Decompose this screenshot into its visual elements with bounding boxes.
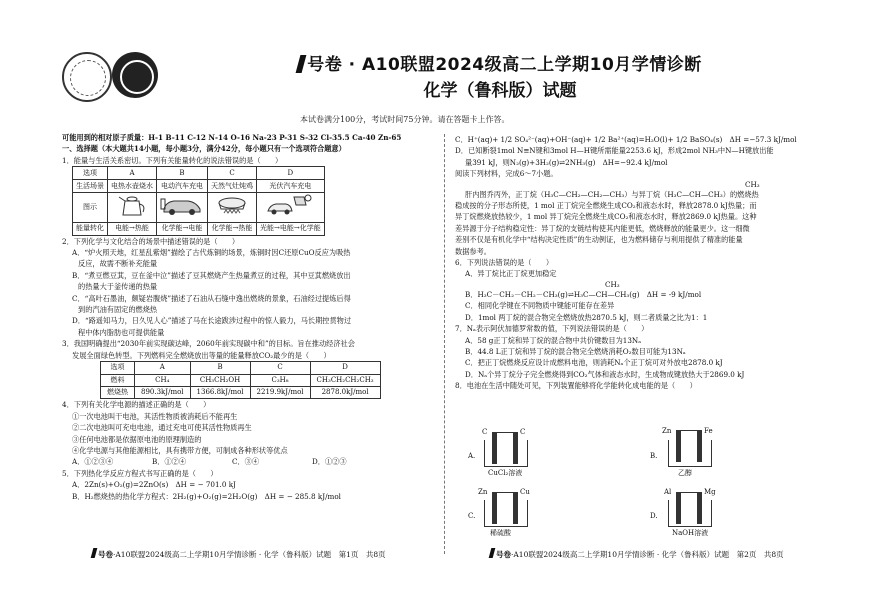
passage-line-6: 数据参考。 [455, 246, 491, 256]
table-row [73, 222, 325, 235]
q7-option-a: A．58 g正丁烷和异丁烷的混合物中共价键数目为13Nₐ [465, 335, 641, 345]
table-cell: C [250, 362, 310, 374]
table-cell: CH₃CH₂OH [190, 374, 250, 386]
solution-label: NaOH溶液 [672, 529, 709, 537]
table-cell: 燃烧热 [101, 386, 135, 398]
electrode-label: Fe [704, 427, 713, 435]
branch-label: CH₃ [745, 179, 760, 189]
footer-brand: 号卷 [496, 550, 511, 559]
table-cell: 电能→热能 [108, 222, 157, 235]
q2-option-d: D．“路遥知马力，日久见人心”描述了马在长途跋涉过程中的惊人毅力，马长期控贯物过 [72, 316, 352, 326]
question-4: 4．下列有关化学电源的描述正确的是（ ） [62, 400, 211, 410]
table-cell: 2219.9kJ/mol [250, 386, 310, 398]
table-cell: 1366.8kJ/mol [190, 386, 250, 398]
table-cell: 890.3kJ/mol [135, 386, 191, 398]
q5-option-c: C．H⁺(aq)+ 1/2 SO₄²⁻(aq)+OH⁻(aq)+ 1/2 Ba²⁺(aq)=H₂O(l)+ 1/2 BaSO₄(s) ΔH =−57.3 kJ/mol [455, 135, 797, 144]
q6-option-c: C．相同化学键在不同物质中键能可能存在差异 [465, 301, 615, 311]
electrode-label: Zn [478, 488, 488, 496]
gas-stove-illustration [208, 193, 257, 222]
left-column [62, 132, 432, 502]
electrode-label: Al [664, 488, 672, 496]
electrode-label: C [520, 428, 526, 436]
q7-option-b: B．44.8 L正丁烷和异丁烷的混合物完全燃烧消耗O₂数目可能为13Nₐ [465, 346, 686, 356]
cell-option-label: A. [468, 452, 476, 460]
table-cell: C₃H₈ [250, 374, 310, 386]
q7-option-d: D．Nₐ个异丁烷分子完全燃烧得到CO₂气体和液态水时，生成物成键放热大于2869.0 kJ [465, 369, 745, 379]
solar-car-illustration [257, 193, 325, 222]
q2-option-c: C．“高叶石墨油，颇疑岩腹烧”描述了石油从石缝中逸出燃烧的景象，石油经过提炼后得 [72, 293, 351, 303]
q4-option-d: D．①②③ [312, 457, 347, 467]
passage-line-5: 差别不仅是有机化学中“结构决定性质”的生动例证，也为燃料储存与利用提供了精准的能量 [455, 235, 743, 245]
table-cell: 能量转化 [73, 222, 108, 235]
q4-statement-4: ④化学电源与其他能源相比，具有携带方便，可制成各种形状等优点 [72, 445, 288, 455]
electrode-label: Zn [662, 427, 672, 435]
table-cell: B [157, 167, 208, 180]
alliance-logo [112, 52, 158, 98]
column-divider [444, 134, 445, 554]
footer-brand: 号卷 [98, 550, 113, 559]
table-row [73, 167, 325, 180]
footer-left: 号卷·A10联盟2024级高二上学期10月学情诊断 · 化学（鲁科版）试题 第1页 共8页 [92, 548, 386, 560]
q4-option-c: C．③④ [232, 457, 260, 467]
q5-option-b: B．H₂燃烧热的热化学方程式：2H₂(g)+O₂(g)=2H₂O(g) ΔH = − 285.8 kJ/mol [72, 491, 341, 501]
question-3-cont: 发展全面绿色转型。下列燃料完全燃烧放出等量的能量释放CO₂最少的是（ ） [72, 350, 331, 360]
q2-option-d-cont: 程中体内脂肪也可提供能量 [78, 327, 165, 337]
q2-option-c-cont: 到的汽油有固定的燃烧热 [78, 305, 158, 315]
title-main: A10联盟2024级高二上学期10月学情诊断 [362, 55, 702, 75]
table-cell: 天然气灶炖鸡 [208, 180, 257, 193]
table-cell: 选项 [101, 362, 135, 374]
table-cell: 选项 [73, 167, 108, 180]
table-cell: D [310, 362, 380, 374]
beaker [668, 440, 712, 467]
passage-line-2: 稳成按的分子形态所使，1 mol 正丁烷完全燃烧生成CO₂和液态水时，释放2878.0 kJ热量；而 [455, 201, 757, 211]
question-5: 5．下列热化学反应方程式书写正确的是（ ） [62, 468, 218, 478]
brand-mark-icon [489, 548, 496, 558]
cell-option-label: C. [468, 512, 476, 520]
q3-table [100, 361, 381, 399]
table-cell: CH₄ [135, 374, 191, 386]
q4-option-b: B．①②④ [152, 457, 187, 467]
electric-car-illustration [157, 193, 208, 222]
q4-statement-2: ②二次电池叫可充电电池，通过充电可使其活性物质再生 [72, 423, 252, 433]
electrode-label: Mg [704, 488, 716, 496]
exam-title: 号卷 · A10联盟2024级高二上学期10月学情诊断 [180, 50, 820, 75]
brand-mark-icon [91, 548, 98, 558]
table-cell: 光伏汽车充电 [257, 180, 325, 193]
beaker [484, 440, 528, 467]
electrode-label: C [482, 428, 488, 436]
table-cell: C [208, 167, 257, 180]
subject-title: 化学（鲁科版）试题 [423, 81, 577, 101]
table-row [73, 193, 325, 222]
q2-option-a: A．“炉火照天地，红星乱紫烟”描绘了古代炼铜的场景，炼铜时因C还原CuO反应为吸热 [72, 248, 351, 258]
exam-note: 本试卷满分100分，考试时间75分钟。请在答题卡上作答。 [300, 115, 510, 124]
cell-option-label: D. [650, 512, 658, 520]
table-cell: B [190, 362, 250, 374]
table-row [73, 180, 325, 193]
table-cell: 电热水壶烧水 [108, 180, 157, 193]
footer-right-text: A10联盟2024级高二上学期10月学情诊断 · 化学（鲁科版）试题 第2页 共8页 [513, 550, 784, 559]
electrode-label: Cu [520, 488, 530, 496]
q4-statement-3: ③任何电池都是依据原电池的原理制造的 [72, 434, 202, 444]
q2-option-b-cont: 的热量大于釜传递的热量 [78, 282, 158, 292]
q6-option-d: D．1mol 两丁烷的混合物完全燃烧放热2870.5 kJ，则二者质量之比为1：1 [465, 312, 708, 322]
right-column [455, 134, 825, 392]
cell-option-label: B. [650, 452, 658, 460]
question-1: 1．能量与生活关系密切。下列有关能量转化的说法错误的是（ ） [62, 155, 283, 165]
q5-option-d: D．已知断裂1mol N≡N键和3mol H—H键所需能量2253.6 kJ，形成2mol NH₃中N—H键放出能 [455, 146, 774, 156]
footer-right: 号卷·A10联盟2024级高二上学期10月学情诊断 · 化学（鲁科版）试题 第2页 共8页 [490, 548, 784, 560]
table-cell: 光能→电能→化学能 [257, 222, 325, 235]
solution-label: 稀硫酸 [490, 529, 511, 537]
passage-line-4: 差异源于分子结构稳定性：异丁烷的支链结构使其内能更低，燃烧释放的能量更少。这一细微 [455, 223, 750, 233]
q4-statement-1: ①一次电池叫干电池，其活性物质被消耗后不能再生 [72, 411, 238, 421]
table-cell: D [257, 167, 325, 180]
q1-table [72, 166, 325, 235]
section-heading: 一、选择题（本大题共14小题，每小题3分，满分42分，每小题只有一个选项符合题意） [62, 144, 346, 154]
passage-line-3: 异丁烷燃烧放热较少，1 mol 异丁烷完全燃烧生成CO₂和液态水时，释放2869.0 kJ热量。这种 [455, 212, 757, 222]
question-2: 2．下列化学与文化结合的场景中描述错误的是（ ） [62, 236, 240, 246]
footer-left-text: A10联盟2024级高二上学期10月学情诊断 · 化学（鲁科版）试题 第1页 共8页 [115, 550, 386, 559]
q2-option-b: B．“煮豆燃豆萁，豆在釜中泣”描述了豆其燃烧产生热量煮豆的过程，其中豆萁燃烧放出 [72, 270, 351, 280]
school-seal-logo [62, 52, 112, 102]
q6-option-b: B．H₃C－CH₂－CH₂－CH₃(g)⇌H₃C—CH—CH₃(g) ΔH = -9 kJ/mol [465, 289, 702, 299]
q5-option-d-cont: 量391 kJ，则N₂(g)+3H₂(g)⇌2NH₃(g) ΔH=−92.4 kJ/mol [465, 157, 668, 167]
kettle-illustration [108, 193, 157, 222]
beaker [668, 500, 712, 527]
q6-option-a: A．异丁烷比正丁烷更加稳定 [465, 269, 557, 279]
table-cell: 化学能→电能 [157, 222, 208, 235]
table-row [101, 362, 381, 374]
table-cell: A [135, 362, 191, 374]
question-7: 7．Nₐ表示阿伏加德罗常数的值，下列说法错误的是（ ） [455, 324, 649, 334]
beaker [484, 500, 528, 527]
table-cell: 电动汽车充电 [157, 180, 208, 193]
atomic-mass-line: 可能用到的相对原子质量：H-1 B-11 C-12 N-14 O-16 Na-23 P-31 S-32 Cl-35.5 Ca-40 Zn-65 [62, 133, 402, 142]
q7-option-c: C．把正丁烷燃烧反应设计成燃料电池，则消耗Nₐ个正丁烷可对外放电2878.0 kJ [465, 358, 723, 368]
table-cell: 化学能→热能 [208, 222, 257, 235]
question-3: 3．我国明确提出“2030年前实现碳达峰，2060年前实现碳中和”的目标。旨在推动经济社会 [62, 339, 355, 349]
solution-label: CuCl₂溶液 [488, 469, 523, 477]
q4-option-a: A．①②③④ [72, 457, 114, 467]
q2-option-a-cont: 反应，故需不断补充能量 [78, 259, 158, 269]
table-cell: 图示 [73, 193, 108, 222]
table-cell: A [108, 167, 157, 180]
table-cell: CH₃CH₂CH₂CH₃ [310, 374, 380, 386]
q5-option-a: A．2Zn(s)+O₂(g)=2ZnO(s) ΔH = − 701.0 kJ [72, 480, 236, 490]
reading-instruction: 阅读下列材料，完成6～7小题。 [455, 169, 558, 179]
table-cell: 2878.0kJ/mol [310, 386, 380, 398]
brand-name: 号卷 [307, 55, 343, 75]
table-row [101, 386, 381, 398]
question-6: 6．下列说法错误的是（ ） [455, 258, 554, 268]
table-cell: 燃料 [101, 374, 135, 386]
q4-options [62, 456, 432, 467]
solution-label: 乙醇 [678, 469, 692, 477]
passage-line-1: 肝内图乔丙外，正丁烷（H₃C—CH₂—CH₂—CH₃）与异丁烷（H₃C—CH—CH₃）的燃烧热 [465, 189, 759, 199]
table-row [101, 374, 381, 386]
brand-mark-icon [296, 55, 307, 73]
question-8: 8．电池在生活中随处可见，下列装置能够将化学能转化成电能的是（ ） [455, 381, 697, 391]
table-cell: 生活场景 [73, 180, 108, 193]
branch-label: CH₃ [605, 279, 620, 289]
